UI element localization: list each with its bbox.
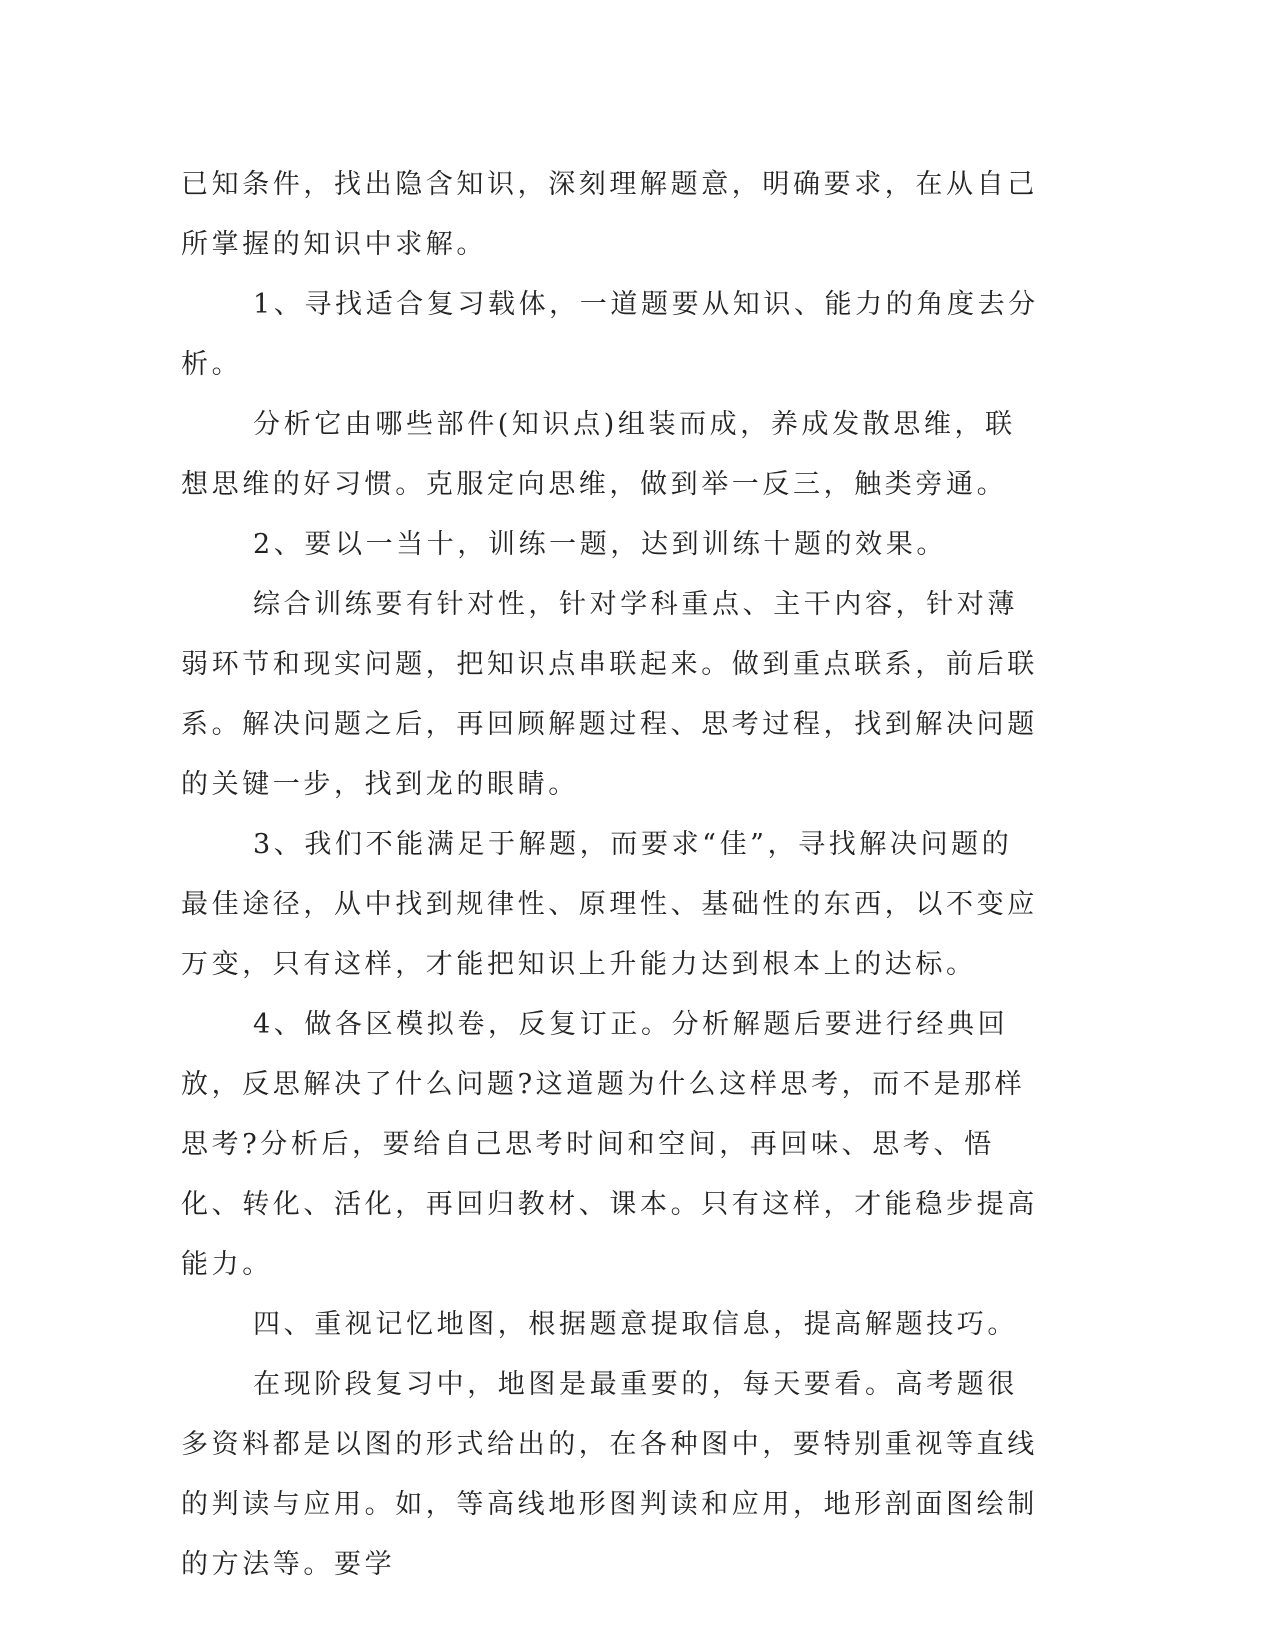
paragraph: 4、做各区模拟卷，反复订正。分析解题后要进行经典回放，反思解决了什么问题?这道题为什么这样思考，而不是那样思考?分析后，要给自己思考时间和空间，再回味、思考、悟化、转化、活化，再回归教材、课本。只有这样，才能稳步提高能力。	[181, 1009, 1038, 1280]
paragraph: 在现阶段复习中，地图是最重要的，每天要看。高考题很多资料都是以图的形式给出的，在各种图中，要特别重视等直线的判读与应用。如，等高线地形图判读和应用，地形剖面图绘制的方法等。要学	[181, 1369, 1038, 1580]
paragraph: 分析它由哪些部件(知识点)组装而成，养成发散思维，联想思维的好习惯。克服定向思维，做到举一反三，触类旁通。	[181, 409, 1016, 500]
paragraph: 1、寻找适合复习载体，一道题要从知识、能力的角度去分析。	[181, 289, 1039, 380]
paragraph: 综合训练要有针对性，针对学科重点、主干内容，针对薄弱环节和现实问题，把知识点串联起来。做到重点联系，前后联系。解决问题之后，再回顾解题过程、思考过程，找到解决问题的关键一步，找到龙的眼睛。	[181, 589, 1038, 800]
paragraph: 2、要以一当十，训练一题，达到训练十题的效果。	[253, 529, 947, 560]
section-heading: 四、重视记忆地图，根据题意提取信息，提高解题技巧。	[253, 1309, 1018, 1340]
paragraph: 已知条件，找出隐含知识，深刻理解题意，明确要求，在从自己所掌握的知识中求解。	[181, 169, 1038, 260]
body-text	[181, 155, 1041, 1595]
paragraph: 3、我们不能满足于解题，而要求“佳”，寻找解决问题的最佳途径，从中找到规律性、原理性、基础性的东西，以不变应万变，只有这样，才能把知识上升能力达到根本上的达标。	[181, 829, 1038, 980]
